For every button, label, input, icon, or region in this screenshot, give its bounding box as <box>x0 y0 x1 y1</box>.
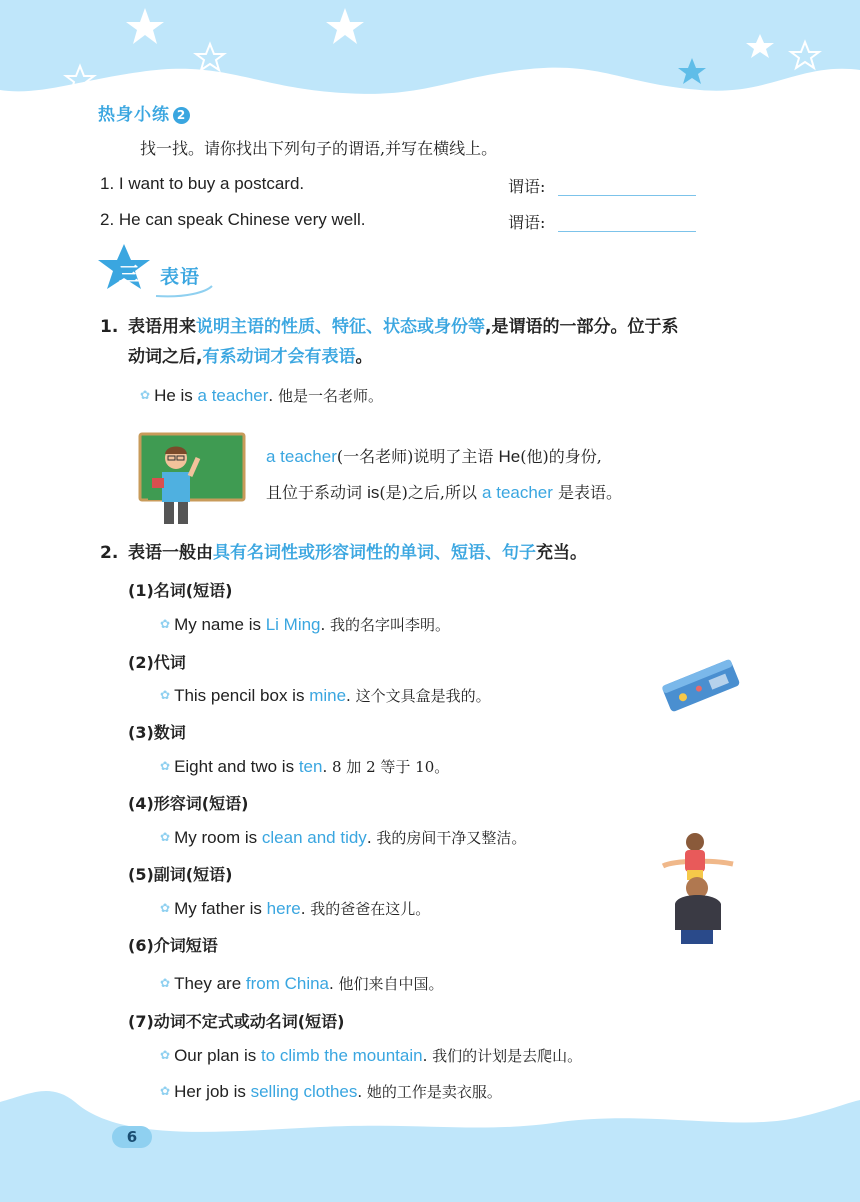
item-2-example: ✿ This pencil box is mine. 这个文具盒是我的。 <box>160 686 491 705</box>
item-2-label: (2)代词 <box>128 653 186 672</box>
item-5-label: (5)副词(短语) <box>128 865 233 884</box>
point-1-text: 表语用来说明主语的性质、特征、状态或身份等,是谓语的一部分。位于系 动词之后,有系动词才会有表语。 <box>128 317 679 367</box>
father-child-illustration <box>655 830 739 946</box>
example-sentence: ✿ He is a teacher. 他是一名老师。 <box>140 386 383 405</box>
explanation-line-2: 且位于系动词 is(是)之后,所以 a teacher 是表语。 <box>266 483 623 502</box>
warmup-number-badge: 2 <box>173 107 190 124</box>
answer-blank-1[interactable] <box>558 194 696 196</box>
flower-bullet-icon: ✿ <box>160 901 171 915</box>
predicate-label-2: 谓语: <box>508 213 546 232</box>
answer-blank-2[interactable] <box>558 230 696 232</box>
item-6-label: (6)介词短语 <box>128 936 218 955</box>
point-1-number: 1. <box>100 317 119 337</box>
item-6-example: ✿ They are from China. 他们来自中国。 <box>160 974 444 993</box>
teacher-illustration <box>138 432 248 526</box>
pencil-box-illustration <box>658 650 742 722</box>
section-title: 表语 <box>160 266 201 288</box>
flower-bullet-icon: ✿ <box>160 830 171 844</box>
point-2-number: 2. <box>100 543 119 563</box>
section-number: 三 <box>119 262 139 286</box>
item-7-example-1: ✿ Our plan is to climb the mountain. 我们的计划是去爬山。 <box>160 1046 583 1065</box>
page-number: 6 <box>112 1126 152 1148</box>
warmup-title: 热身小练 2 <box>98 100 190 125</box>
item-1-example: ✿ My name is Li Ming. 我的名字叫李明。 <box>160 615 451 634</box>
flower-bullet-icon: ✿ <box>160 1084 171 1098</box>
flower-bullet-icon: ✿ <box>160 688 171 702</box>
point-2-text: 表语一般由具有名词性或形容词性的单词、短语、句子充当。 <box>128 543 587 563</box>
item-1-label: (1)名词(短语) <box>128 581 233 600</box>
question-2: 2. He can speak Chinese very well. <box>100 210 366 229</box>
item-7-label: (7)动词不定式或动名词(短语) <box>128 1012 345 1031</box>
explanation-line-1: a teacher(一名老师)说明了主语 He(他)的身份, <box>266 447 602 466</box>
flower-bullet-icon: ✿ <box>160 759 171 773</box>
item-4-example: ✿ My room is clean and tidy. 我的房间干净又整洁。 <box>160 828 527 847</box>
flower-bullet-icon: ✿ <box>160 1048 171 1062</box>
item-5-example: ✿ My father is here. 我的爸爸在这儿。 <box>160 899 431 918</box>
item-7-example-2: ✿ Her job is selling clothes. 她的工作是卖衣服。 <box>160 1082 502 1101</box>
question-1: 1. I want to buy a postcard. <box>100 174 305 193</box>
flower-bullet-icon: ✿ <box>140 388 151 402</box>
item-4-label: (4)形容词(短语) <box>128 794 249 813</box>
flower-bullet-icon: ✿ <box>160 976 171 990</box>
item-3-label: (3)数词 <box>128 723 186 742</box>
item-3-example: ✿ Eight and two is ten. 8 加 2 等于 10。 <box>160 757 450 776</box>
flower-bullet-icon: ✿ <box>160 617 171 631</box>
predicate-label-1: 谓语: <box>508 177 546 196</box>
warmup-instruction: 找一找。请你找出下列句子的谓语,并写在横线上。 <box>140 139 498 158</box>
